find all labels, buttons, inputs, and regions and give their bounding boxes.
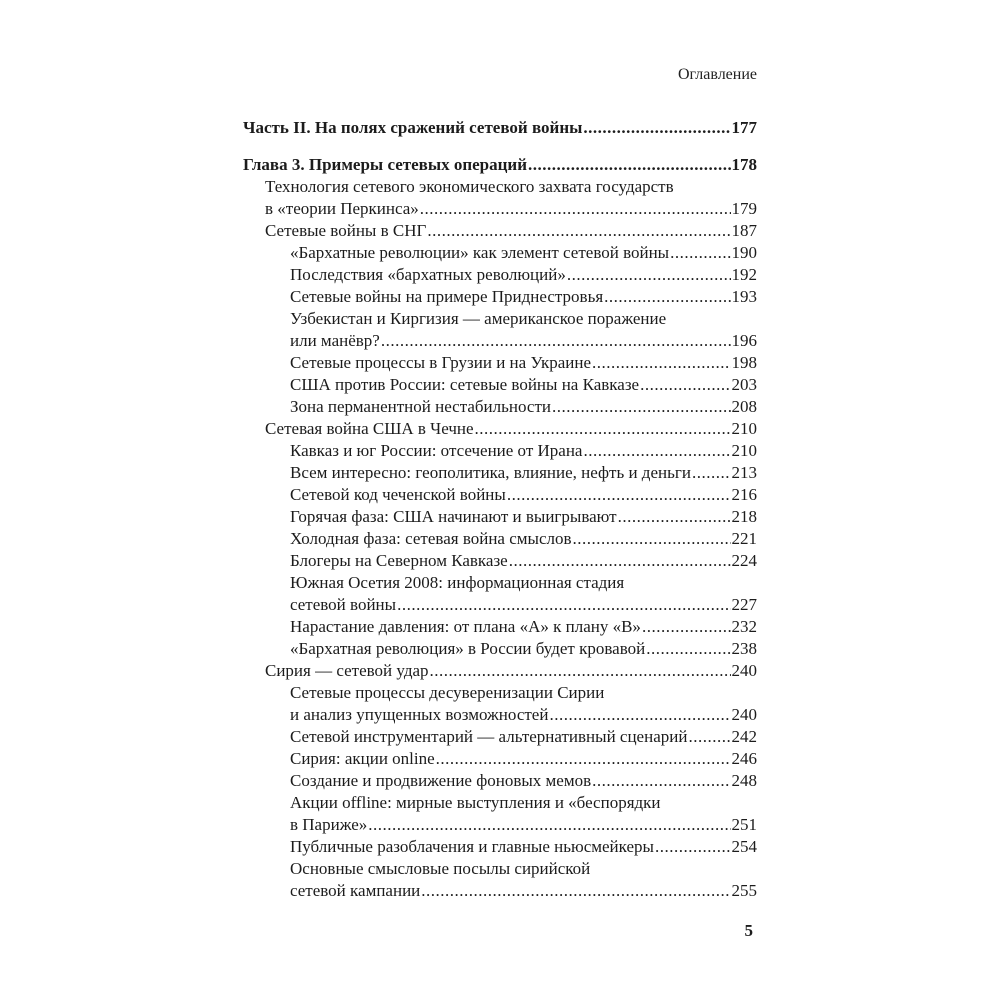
toc-entry-text: и анализ упущенных возможностей [290,705,549,724]
toc-entry-text: в Париже» [290,815,368,834]
toc-dot-leader [509,550,731,572]
toc-content [243,66,757,902]
toc-entry-line [243,858,757,880]
toc-page-number: 232 [731,617,757,636]
toc-page-number: 254 [731,837,757,856]
toc-entry-line [243,792,757,814]
toc-entry-line [243,264,757,286]
toc-entry-text: Сетевые процессы в Грузии и на Украине [290,353,592,372]
toc-dot-leader [368,814,730,836]
toc-entry-line [243,814,757,836]
toc-entry-text: Всем интересно: геополитика, влияние, нефть и деньги [290,463,691,482]
toc-dot-leader [583,117,730,139]
toc-entry-text: Нарастание давления: от плана «А» к плану «В» [290,617,641,636]
toc-page-number: 196 [731,331,757,350]
toc-entry-text: Основные смысловые посылы сирийской [290,859,591,878]
toc-entry-line [243,286,757,308]
toc-page-number: 248 [731,771,757,790]
toc-dot-leader [688,726,730,748]
toc-page-number: 238 [731,639,757,658]
toc-entry-text: «Бархатная революция» в России будет кровавой [290,639,646,658]
toc-entry-line [243,836,757,858]
toc-dot-leader [642,616,731,638]
toc-entry-text: в «теории Перкинса» [265,199,419,218]
toc-entry-text: Сетевые процессы десуверенизации Сирии [290,683,605,702]
toc-page-number: 216 [731,485,757,504]
toc-page-number: 192 [731,265,757,284]
toc-entry-line [243,770,757,792]
toc-entry-text: Сетевые войны на примере Приднестровья [290,287,604,306]
toc-page-number: 190 [731,243,757,262]
running-head-title: Оглавление [677,66,757,83]
toc-entry-text: Сирия: акции online [290,749,435,768]
toc-dot-leader [692,462,731,484]
toc-entry-line [243,704,757,726]
toc-dot-leader [655,836,731,858]
toc-entry-text: Последствия «бархатных революций» [290,265,566,284]
toc-entry-line [243,117,757,139]
toc-entry-line [243,726,757,748]
toc-entry-line [243,330,757,352]
toc-entry-line [243,308,757,330]
toc-dot-leader [670,242,730,264]
toc-entry-text: сетевой войны [290,595,397,614]
toc-entry-line [243,660,757,682]
toc-page-number: 218 [731,507,757,526]
toc-entry-text: Акции offline: мирные выступления и «беспорядки [290,793,661,812]
toc-dot-leader [420,198,731,220]
toc-entry-line [243,242,757,264]
toc-entry-line [243,506,757,528]
toc-entry-text: сетевой кампании [290,881,421,900]
toc-page-number: 240 [731,661,757,680]
toc-entry-line [243,616,757,638]
toc-page-number: 193 [731,287,757,306]
toc-entry-text: Зона перманентной нестабильности [290,397,551,416]
toc-dot-leader [592,352,730,374]
toc-dot-leader [592,770,730,792]
toc-entry-line [243,352,757,374]
toc-entry-text: Сетевые войны в СНГ [265,221,427,240]
toc-page-number: 208 [731,397,757,416]
toc-page-number: 221 [731,529,757,548]
toc-page-number: 227 [731,595,757,614]
toc-entry-text: Сетевой код чеченской войны [290,485,506,504]
toc-entry-text: Часть II. На полях сражений сетевой войны [243,118,583,137]
toc-dot-leader [573,528,731,550]
toc-dot-leader [436,748,731,770]
toc-entry-line [243,418,757,440]
toc-entry-text: или манёвр? [290,331,380,350]
toc-entry-text: Горячая фаза: США начинают и выигрывают [290,507,617,526]
toc-entry-text: Публичные разоблачения и главные ньюсмейкеры [290,837,654,856]
toc-entry-line [243,594,757,616]
toc-entry-line [243,462,757,484]
toc-dot-leader [381,330,731,352]
toc-entry-line [243,176,757,198]
toc-entry-text: Сетевой инструментарий — альтернативный сценарий [290,727,688,746]
toc-entry-text: Сетевая война США в Чечне [265,419,474,438]
toc-entry-line [243,528,757,550]
toc-entry-line [243,638,757,660]
toc-entry-text: Южная Осетия 2008: информационная стадия [290,573,625,592]
toc-entry-line [243,396,757,418]
toc-page-number: 242 [731,727,757,746]
toc-page-number: 198 [731,353,757,372]
toc-entry-text: Глава 3. Примеры сетевых операций [243,155,528,174]
toc-entry-text: Создание и продвижение фоновых мемов [290,771,592,790]
toc-dot-leader [640,374,730,396]
toc-page-number: 240 [731,705,757,724]
toc-page-number: 255 [731,881,757,900]
toc-page-number: 203 [731,375,757,394]
toc-dot-leader [604,286,730,308]
toc-entry-line [243,550,757,572]
toc-page-number: 177 [731,118,757,137]
toc-entry-line [243,374,757,396]
toc-page-number: 210 [731,419,757,438]
toc-dot-leader [430,660,731,682]
toc-dot-leader [427,220,730,242]
toc-entry-text: Кавказ и юг России: отсечение от Ирана [290,441,583,460]
toc-entry-text: «Бархатные революции» как элемент сетевой войны [290,243,670,262]
toc-dot-leader [567,264,731,286]
toc-dot-leader [397,594,730,616]
toc-dot-leader [421,880,730,902]
toc-dot-leader [618,506,731,528]
toc-page-number: 187 [731,221,757,240]
toc-dot-leader [507,484,731,506]
toc-entry-text: США против России: сетевые войны на Кавказе [290,375,640,394]
toc-dot-leader [583,440,730,462]
toc-page-number: 224 [731,551,757,570]
toc-dot-leader [549,704,730,726]
toc-entry-text: Технология сетевого экономического захвата государств [265,177,674,196]
toc-dot-leader [528,154,730,176]
toc-entry-text: Блогеры на Северном Кавказе [290,551,508,570]
toc-page-number: 246 [731,749,757,768]
toc-dot-leader [646,638,730,660]
toc-dot-leader [475,418,731,440]
folio-page-number: 5 [744,921,753,940]
toc-page-number: 213 [731,463,757,482]
toc-entry-text: Узбекистан и Киргизия — американское поражение [290,309,667,328]
toc-page-number: 210 [731,441,757,460]
toc-list [243,117,757,902]
toc-entry-line [243,440,757,462]
toc-page-number: 178 [731,155,757,174]
toc-entry-line [243,484,757,506]
toc-entry-line [243,220,757,242]
toc-page-number: 179 [731,199,757,218]
toc-entry-line [243,572,757,594]
toc-dot-leader [552,396,731,418]
toc-page-number: 251 [731,815,757,834]
toc-entry-text: Холодная фаза: сетевая война смыслов [290,529,572,548]
toc-entry-line [243,682,757,704]
toc-entry-line [243,198,757,220]
toc-entry-text: Сирия — сетевой удар [265,661,429,680]
toc-entry-line [243,880,757,902]
toc-entry-line [243,748,757,770]
toc-entry-line [243,154,757,176]
